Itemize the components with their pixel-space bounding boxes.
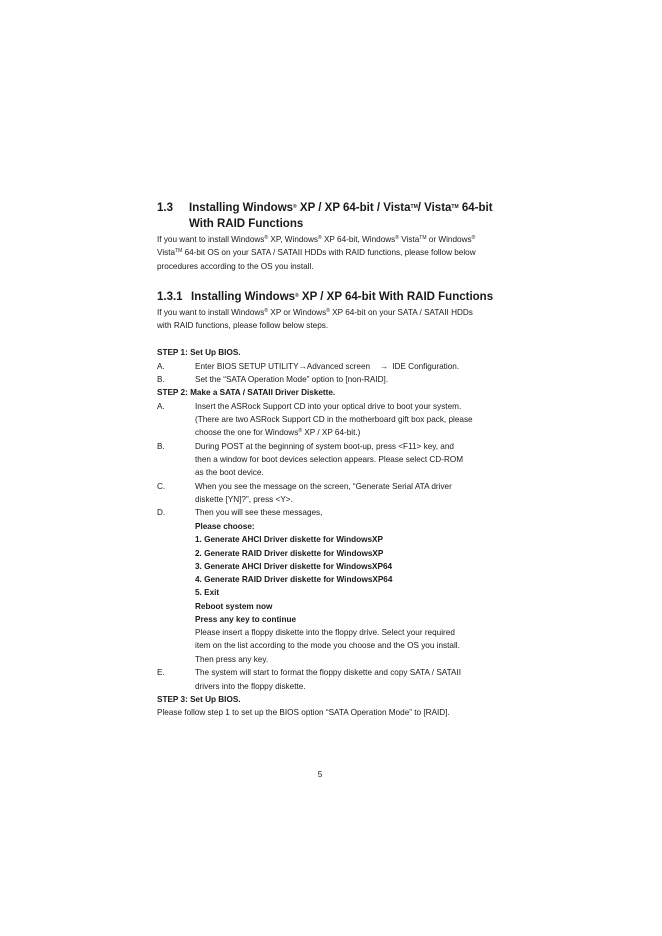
driver-menu-messages xyxy=(195,520,392,626)
step2-b-line3: as the boot device. xyxy=(195,468,264,477)
step2-d-line1: Then you will see these messages, xyxy=(195,508,323,517)
section-number: 1.3 xyxy=(157,202,173,214)
instruction-line: item on the list according to the mode you choose and the OS you install. xyxy=(195,641,460,651)
step2-e-line2: drivers into the floppy diskette. xyxy=(195,682,306,691)
step1-heading: STEP 1: Set Up BIOS. xyxy=(157,348,241,357)
arrow-icon: → xyxy=(380,362,389,371)
menu-message-line: 5. Exit xyxy=(195,588,220,598)
subsection-number: 1.3.1 xyxy=(157,291,183,303)
step1-a-text: Enter BIOS SETUP UTILITY→Advanced screen → IDE Configuration. xyxy=(195,362,460,371)
step2-c-label: C. xyxy=(157,482,166,491)
menu-message-line: 1. Generate AHCI Driver diskette for WindowsXP xyxy=(195,535,383,545)
instruction-line: Please insert a floppy diskette into the floppy drive. Select your required xyxy=(195,628,455,637)
arrow-icon: → xyxy=(298,362,307,371)
step1-b-text: Set the “SATA Operation Mode” option to [non-RAID]. xyxy=(195,375,389,384)
menu-message-line: 2. Generate RAID Driver diskette for WindowsXP xyxy=(195,548,384,558)
step2-a-label: A. xyxy=(157,402,165,411)
step2-e-label: E. xyxy=(157,668,165,677)
step2-d-instructions xyxy=(195,626,460,666)
step1-a-label: A. xyxy=(157,362,165,371)
step2-a-line1: Insert the ASRock Support CD into your optical drive to boot your system. xyxy=(195,402,462,411)
step2-a-line2: (There are two ASRock Support CD in the motherboard gift box pack, please xyxy=(195,415,473,424)
step2-heading: STEP 2: Make a SATA / SATAII Driver Diskette. xyxy=(157,388,336,397)
section-title-line1: Installing Windows® XP / XP 64-bit / Vista™/ Vista™ 64-bit xyxy=(189,202,493,214)
step2-d-label: D. xyxy=(157,508,166,517)
menu-message-line: Please choose: xyxy=(195,522,255,531)
section-intro-line: If you want to install Windows® XP, Windows® XP 64-bit, Windows® Vista™ or Windows® xyxy=(157,235,476,244)
menu-message-line: 3. Generate AHCI Driver diskette for WindowsXP64 xyxy=(195,561,393,571)
subsection-heading: 1.3.1 Installing Windows® XP / XP 64-bit With RAID Functions xyxy=(157,291,494,303)
menu-message-line: Press any key to continue xyxy=(195,615,297,625)
step2-a-line3: choose the one for Windows® XP / XP 64-bit.) xyxy=(195,428,361,437)
step2-b-line2: then a window for boot devices selection appears. Please select CD-ROM xyxy=(195,455,464,464)
subsection-intro: If you want to install Windows® XP or Windows® XP 64-bit on your SATA / SATAII HDDs with RAID functions, please follow below steps. xyxy=(157,308,473,331)
step2-e-line1: The system will start to format the floppy diskette and copy SATA / SATAII xyxy=(195,668,462,677)
section-title-line2: With RAID Functions xyxy=(189,218,304,230)
step1-b-label: B. xyxy=(157,375,165,384)
section-intro xyxy=(157,233,476,273)
step2-c-line1: When you see the message on the screen, “Generate Serial ATA driver xyxy=(195,482,452,491)
instruction-line: Then press any key. xyxy=(195,654,269,664)
step3-heading: STEP 3: Set Up BIOS. xyxy=(157,695,241,704)
menu-message-line: Reboot system now xyxy=(195,601,273,611)
step3-text: Please follow step 1 to set up the BIOS option “SATA Operation Mode” to [RAID]. xyxy=(157,708,450,717)
page-number: 5 xyxy=(317,770,323,779)
section-intro-line: procedures according to the OS you install. xyxy=(157,261,314,271)
step2-b-label: B. xyxy=(157,442,165,451)
menu-message-line: 4. Generate RAID Driver diskette for WindowsXP64 xyxy=(195,575,393,585)
step2-c-line2: diskette [YN]?”, press <Y>. xyxy=(195,495,293,504)
section-intro-line: Vista™ 64-bit OS on your SATA / SATAII HDDs with RAID functions, please follow below xyxy=(157,248,476,258)
step2-b-line1: During POST at the beginning of system boot-up, press <F11> key, and xyxy=(195,442,454,451)
